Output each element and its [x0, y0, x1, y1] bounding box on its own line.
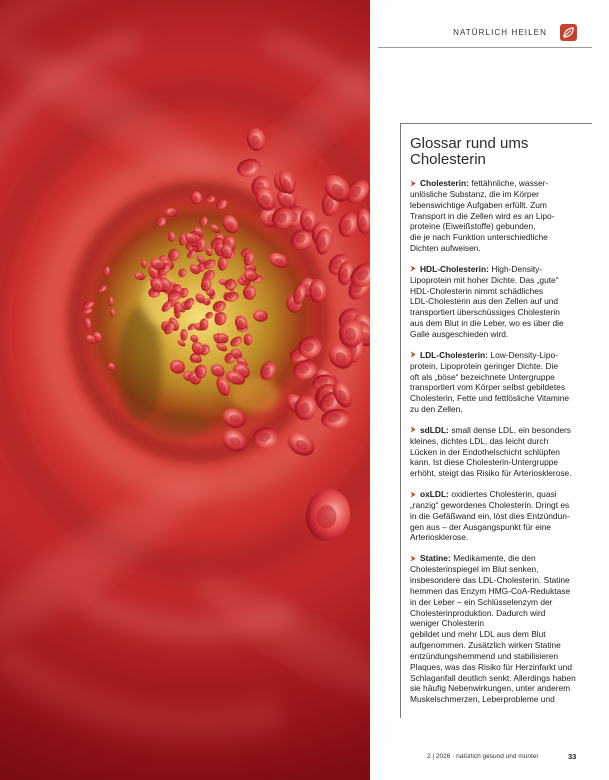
glossary-entry-first-line	[410, 264, 605, 275]
glossary-definition-line: small dense LDL, ein besonders	[451, 424, 571, 435]
glossary-definition-line: transportiert vom Körper selbst gebildetes	[410, 382, 566, 393]
arrow-icon	[410, 426, 416, 433]
glossary-entry	[410, 425, 605, 479]
glossary-definition-line: entzündungshemmend und stabilisieren	[410, 650, 559, 661]
glossary-definition-line: in der Leber – ein Schlüsselenzym der	[410, 596, 553, 607]
glossary-definition-line: weniger Cholesterin	[410, 618, 485, 629]
glossary-term: LDL-Cholesterin:	[420, 349, 488, 360]
arrow-icon	[410, 491, 416, 498]
glossary-definition-line: Plaques, was das Risiko für Herzinfarkt und	[410, 661, 572, 672]
glossary-entry	[410, 178, 605, 254]
glossary-term: oxLDL:	[420, 489, 449, 500]
arrow-icon	[410, 180, 416, 187]
glossary-entry	[410, 553, 605, 705]
glossary-definition-line: erhöht, steigt das Risiko für Arteriosklerose.	[410, 468, 572, 479]
glossary-definition-line: in die Gefäßwand ein, löst dies Entzündun-	[410, 510, 570, 521]
glossary-definition-line: Transport in die Zellen wird es an Lipo-	[410, 210, 555, 221]
arrow-icon	[410, 351, 416, 358]
glossary-definition-line: insbesondere das LDL-Cholesterin. Statine	[410, 575, 570, 585]
glossary-definition-line: LDL-Cholesterin aus den Zellen auf und	[410, 296, 559, 307]
glossary-definition-line: kleines, dichtes LDL, das leicht durch	[410, 435, 549, 446]
glossary-title-line: Cholesterin	[410, 150, 486, 168]
glossary-entry-first-line	[410, 489, 605, 500]
glossary-definition-line: die je nach Funktion unterschiedliche	[410, 232, 548, 243]
glossary-entry-first-line	[410, 553, 605, 564]
glossary-definition-line: protein, Lipoprotein geringer Dichte. Die	[410, 360, 559, 371]
glossary-definition-line: gen aus – der Ausgangspunkt für eine	[410, 521, 552, 532]
arrow-icon	[410, 265, 416, 272]
glossary-definition-line: kann. Ist diese Cholesterin-Untergruppe	[410, 457, 559, 468]
glossary-box-left-border	[400, 123, 401, 718]
glossary-definition-line: gebildet und mehr LDL aus dem Blut	[410, 629, 546, 640]
section-label: NATÜRLICH HEILEN	[453, 28, 547, 37]
glossary-definition-line: fettähnliche, wasser-	[471, 178, 549, 188]
glossary-definition-line: Muskelschmerzen, Leberprobleme und	[410, 694, 555, 705]
glossary-definition-line: Medikamente, die den	[453, 553, 536, 564]
glossary-definition-line: High-Density-	[491, 263, 543, 274]
glossary-definition-line: zu den Zellen.	[410, 404, 463, 415]
glossary-title-line: Glossar rund ums	[410, 135, 529, 152]
header-divider	[378, 47, 592, 48]
glossary-definition-line: „ranzig“ gewordenes Cholesterin. Dringt es	[410, 499, 570, 510]
arrow-icon	[410, 555, 416, 562]
glossary-term: HDL-Cholesterin:	[420, 263, 489, 274]
glossary-definition-line: Galle ausgeschieden wird.	[410, 328, 509, 339]
glossary-entry-first-line	[410, 350, 605, 361]
glossary-entry	[410, 489, 605, 543]
leaf-icon	[560, 24, 577, 41]
glossary-term: Cholesterin:	[420, 178, 469, 188]
glossary-definition-line: oft als „böse“ bezeichnete Untergruppe	[410, 371, 555, 382]
glossary-entry	[410, 264, 605, 340]
glossary-definition-line: Arteriosklerose.	[410, 532, 469, 543]
page-number: 33	[568, 752, 577, 761]
glossary-definition-line: Schlaganfall deutlich senkt. Allerdings haben	[410, 672, 576, 683]
red-blood-cell	[244, 334, 253, 346]
glossary-definition-line: transportiert überschüssiges Cholesterin	[410, 307, 560, 318]
glossary-definition-line: lebenswichtige Aufgaben erfüllt. Zum	[410, 199, 547, 210]
glossary-term: sdLDL:	[420, 424, 449, 435]
glossary-definition-line: aus dem Blut in die Leber, wo es über die	[410, 318, 564, 329]
glossary-definition-line: HDL-Cholesterin nimmt schädliches	[410, 285, 544, 296]
glossary-definition-line: Cholesterin, Fette und fettlösliche Vitamine	[410, 393, 570, 404]
glossary-definition-line: Dichten aufweisen.	[410, 243, 481, 254]
section-badge	[560, 24, 577, 41]
glossary-definition-line: Low-Density-Lipo-	[490, 349, 558, 360]
glossary-title	[410, 136, 528, 167]
glossary-definition-line: proteine (Eiweißstoffe) gebunden,	[410, 221, 536, 232]
glossary-definition-line: sie häufig Nebenwirkungen, unter anderem	[410, 683, 571, 694]
glossary-box-top-border	[400, 123, 592, 124]
glossary-definition-line: oxidiertes Cholesterin, quasi	[451, 489, 557, 500]
glossary-term: Statine:	[420, 553, 451, 564]
glossary-definition-line: Cholesterinspiegel im Blut senken,	[410, 564, 539, 575]
footer-issue: 2 | 2026 · natürlich gesund und munter	[427, 753, 539, 760]
glossary-definition-line: Lipoprotein mit hoher Dichte. Das „gute“	[410, 274, 559, 285]
glossary-entries	[410, 178, 605, 715]
glossary-definition-line: hemmen das Enzym HMG-CoA-Reduktase	[410, 585, 571, 596]
glossary-definition-line: aufgenommen. Zusätzlich wirken Statine	[410, 640, 561, 651]
glossary-definition-line: Cholesterinproduktion. Dadurch wird	[410, 607, 546, 618]
glossary-definition-line: unlösliche Substanz, die im Körper	[410, 188, 539, 199]
glossary-definition-line: Lücken in der Endothelschicht schlüpfen	[410, 446, 560, 457]
glossary-entry-first-line	[410, 425, 605, 436]
glossary-entry	[410, 350, 605, 415]
glossary-entry-first-line	[410, 178, 605, 189]
